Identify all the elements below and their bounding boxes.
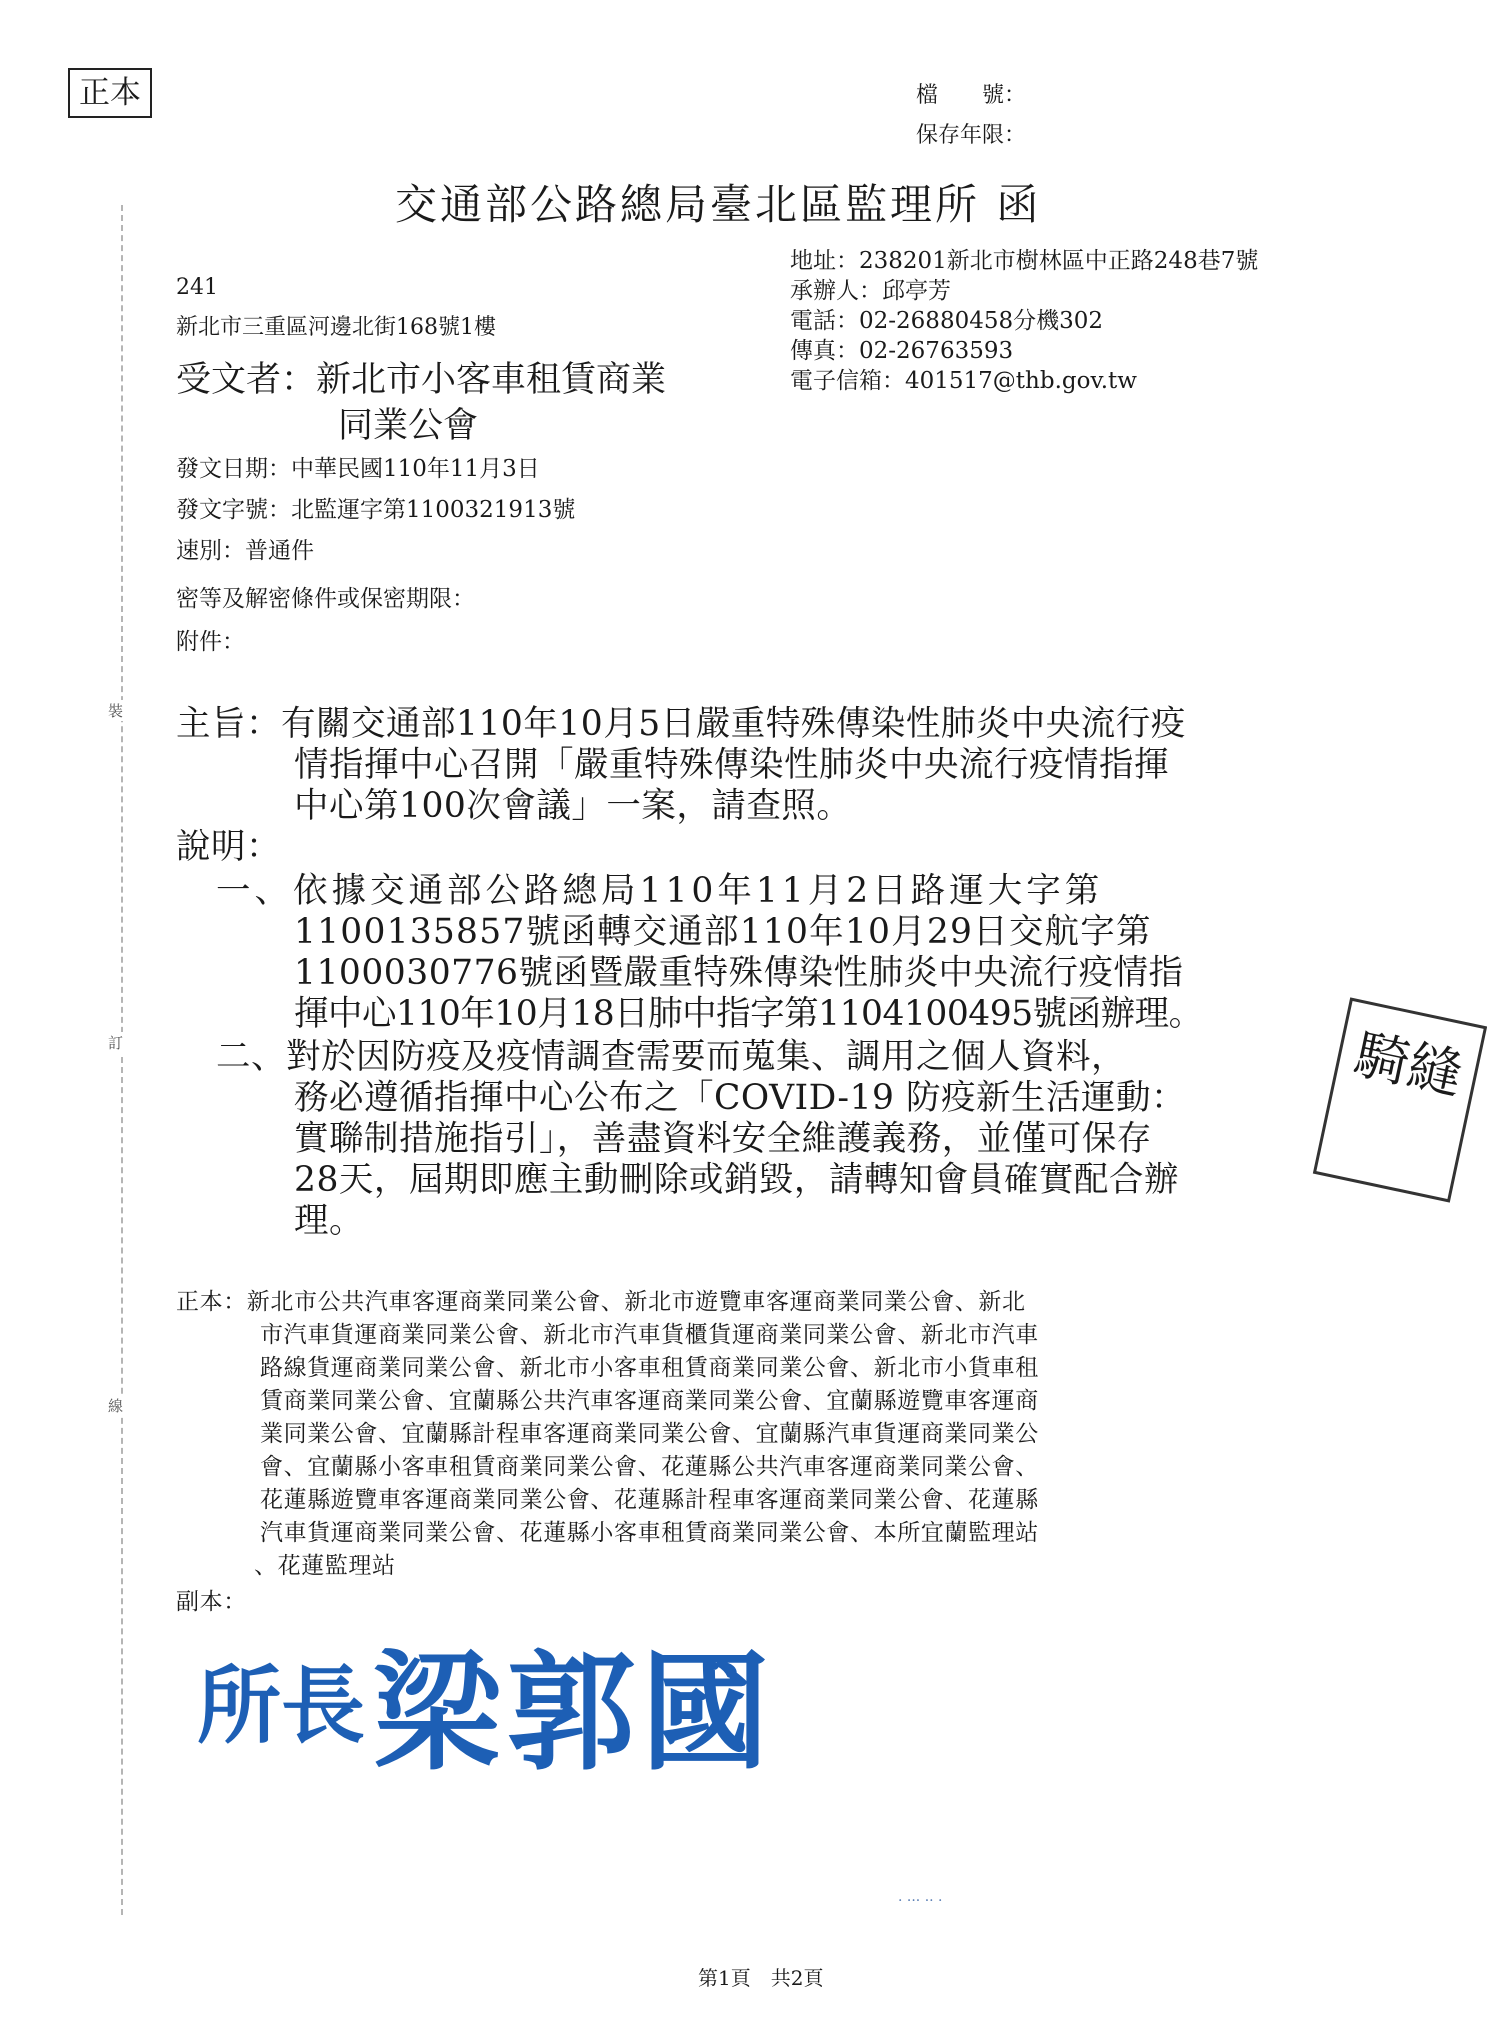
binding-mark-xian: 線: [108, 1397, 124, 1415]
issue-date: 發文日期：中華民國110年11月3日: [176, 456, 540, 482]
sender-address: 地址：238201新北市樹林區中正路248巷7號: [790, 248, 1259, 274]
scan-artifact-dots: · ··· ·· ·: [898, 1893, 943, 1909]
explanation-line: 務必遵循指揮中心公布之「COVID-19 防疫新生活運動：: [294, 1078, 1186, 1118]
recipient-line-1: 受文者：新北市小客車租賃商業: [176, 360, 667, 400]
binding-margin-line: [121, 205, 123, 1915]
explanation-line: 理。: [294, 1201, 364, 1241]
retention-period-label: 保存年限：: [916, 123, 1027, 148]
explanation-line: 1100135857號函轉交通部110年10月29日交航字第: [294, 912, 1152, 952]
recipient-address: 新北市三重區河邊北街168號1樓: [176, 315, 496, 340]
explanation-heading: 說明：: [176, 827, 281, 867]
distribution-line: 、花蓮監理站: [254, 1553, 396, 1579]
explanation-line: 1100030776號函暨嚴重特殊傳染性肺炎中央流行疫情指: [294, 953, 1184, 993]
explanation-line: 揮中心110年10月18日肺中指字第1104100495號函辦理。: [294, 994, 1203, 1034]
seam-stamp: [1313, 997, 1487, 1202]
explanation-line: 二、對於因防疫及疫情調查需要而蒐集、調用之個人資料，: [216, 1037, 1126, 1077]
phone-number: 電話：02-26880458分機302: [790, 308, 1104, 334]
distribution-line: 會、宜蘭縣小客車租賃商業同業公會、花蓮縣公共汽車客運商業同業公會、: [260, 1454, 1039, 1480]
distribution-line: 賃商業同業公會、宜蘭縣公共汽車客運商業同業公會、宜蘭縣遊覽車客運商: [260, 1388, 1039, 1414]
file-number-label: 檔 號：: [916, 83, 1027, 108]
subject-line: 情指揮中心召開「嚴重特殊傳染性肺炎中央流行疫情指揮: [294, 745, 1169, 785]
explanation-line: 28天，屆期即應主動刪除或銷毀，請轉知會員確實配合辦: [294, 1160, 1179, 1200]
document-number: 發文字號：北監運字第1100321913號: [176, 497, 576, 523]
recipient-line-2: 同業公會: [338, 406, 479, 446]
subject-line: 中心第100次會議」一案，請查照。: [294, 786, 852, 826]
signature-title: 所長: [197, 1656, 366, 1755]
subject-line: 主旨：有關交通部110年10月5日嚴重特殊傳染性肺炎中央流行疫: [176, 704, 1186, 744]
attachment-label: 附件：: [176, 629, 245, 655]
delivery-speed: 速別：普通件: [176, 538, 314, 564]
explanation-line: 一、依據交通部公路總局110年11月2日路運大字第: [216, 871, 1104, 911]
distribution-line: 花蓮縣遊覽車客運商業同業公會、花蓮縣計程車客運商業同業公會、花蓮縣: [260, 1487, 1039, 1513]
director-signature-stamp: [195, 1625, 815, 1788]
distribution-line: 市汽車貨運商業同業公會、新北市汽車貨櫃貨運商業同業公會、新北市汽車: [260, 1322, 1039, 1348]
binding-mark-zhuang: 裝: [108, 702, 124, 720]
handler-name: 承辦人：邱亭芳: [790, 278, 951, 304]
explanation-line: 實聯制措施指引」，善盡資料安全維護義務，並僅可保存: [294, 1119, 1152, 1159]
distribution-line: 正本：新北市公共汽車客運商業同業公會、新北市遊覽車客運商業同業公會、新北: [176, 1289, 1026, 1315]
signature-name: 梁郭國: [373, 1638, 776, 1788]
original-copy-stamp: 正本: [68, 68, 152, 118]
distribution-line: 汽車貨運商業同業公會、花蓮縣小客車租賃商業同業公會、本所宜蘭監理站: [260, 1520, 1039, 1546]
page-number-footer: 第1頁 共2頁: [698, 1966, 824, 1990]
distribution-line: 路線貨運商業同業公會、新北市小客車租賃商業同業公會、新北市小貨車租: [260, 1355, 1039, 1381]
secrecy-level: 密等及解密條件或保密期限：: [176, 586, 475, 612]
email-address: 電子信箱：401517@thb.gov.tw: [790, 368, 1137, 394]
binding-mark-ding: 訂: [108, 1034, 124, 1052]
fax-number: 傳真：02-26763593: [790, 338, 1014, 364]
seam-stamp-text: 騎縫: [1349, 1022, 1468, 1107]
copy-recipients-label: 副本：: [176, 1589, 247, 1615]
document-title: 交通部公路總局臺北區監理所 函: [395, 180, 1042, 229]
distribution-line: 業同業公會、宜蘭縣計程車客運商業同業公會、宜蘭縣汽車貨運商業同業公: [260, 1421, 1039, 1447]
recipient-postcode: 241: [176, 275, 218, 300]
